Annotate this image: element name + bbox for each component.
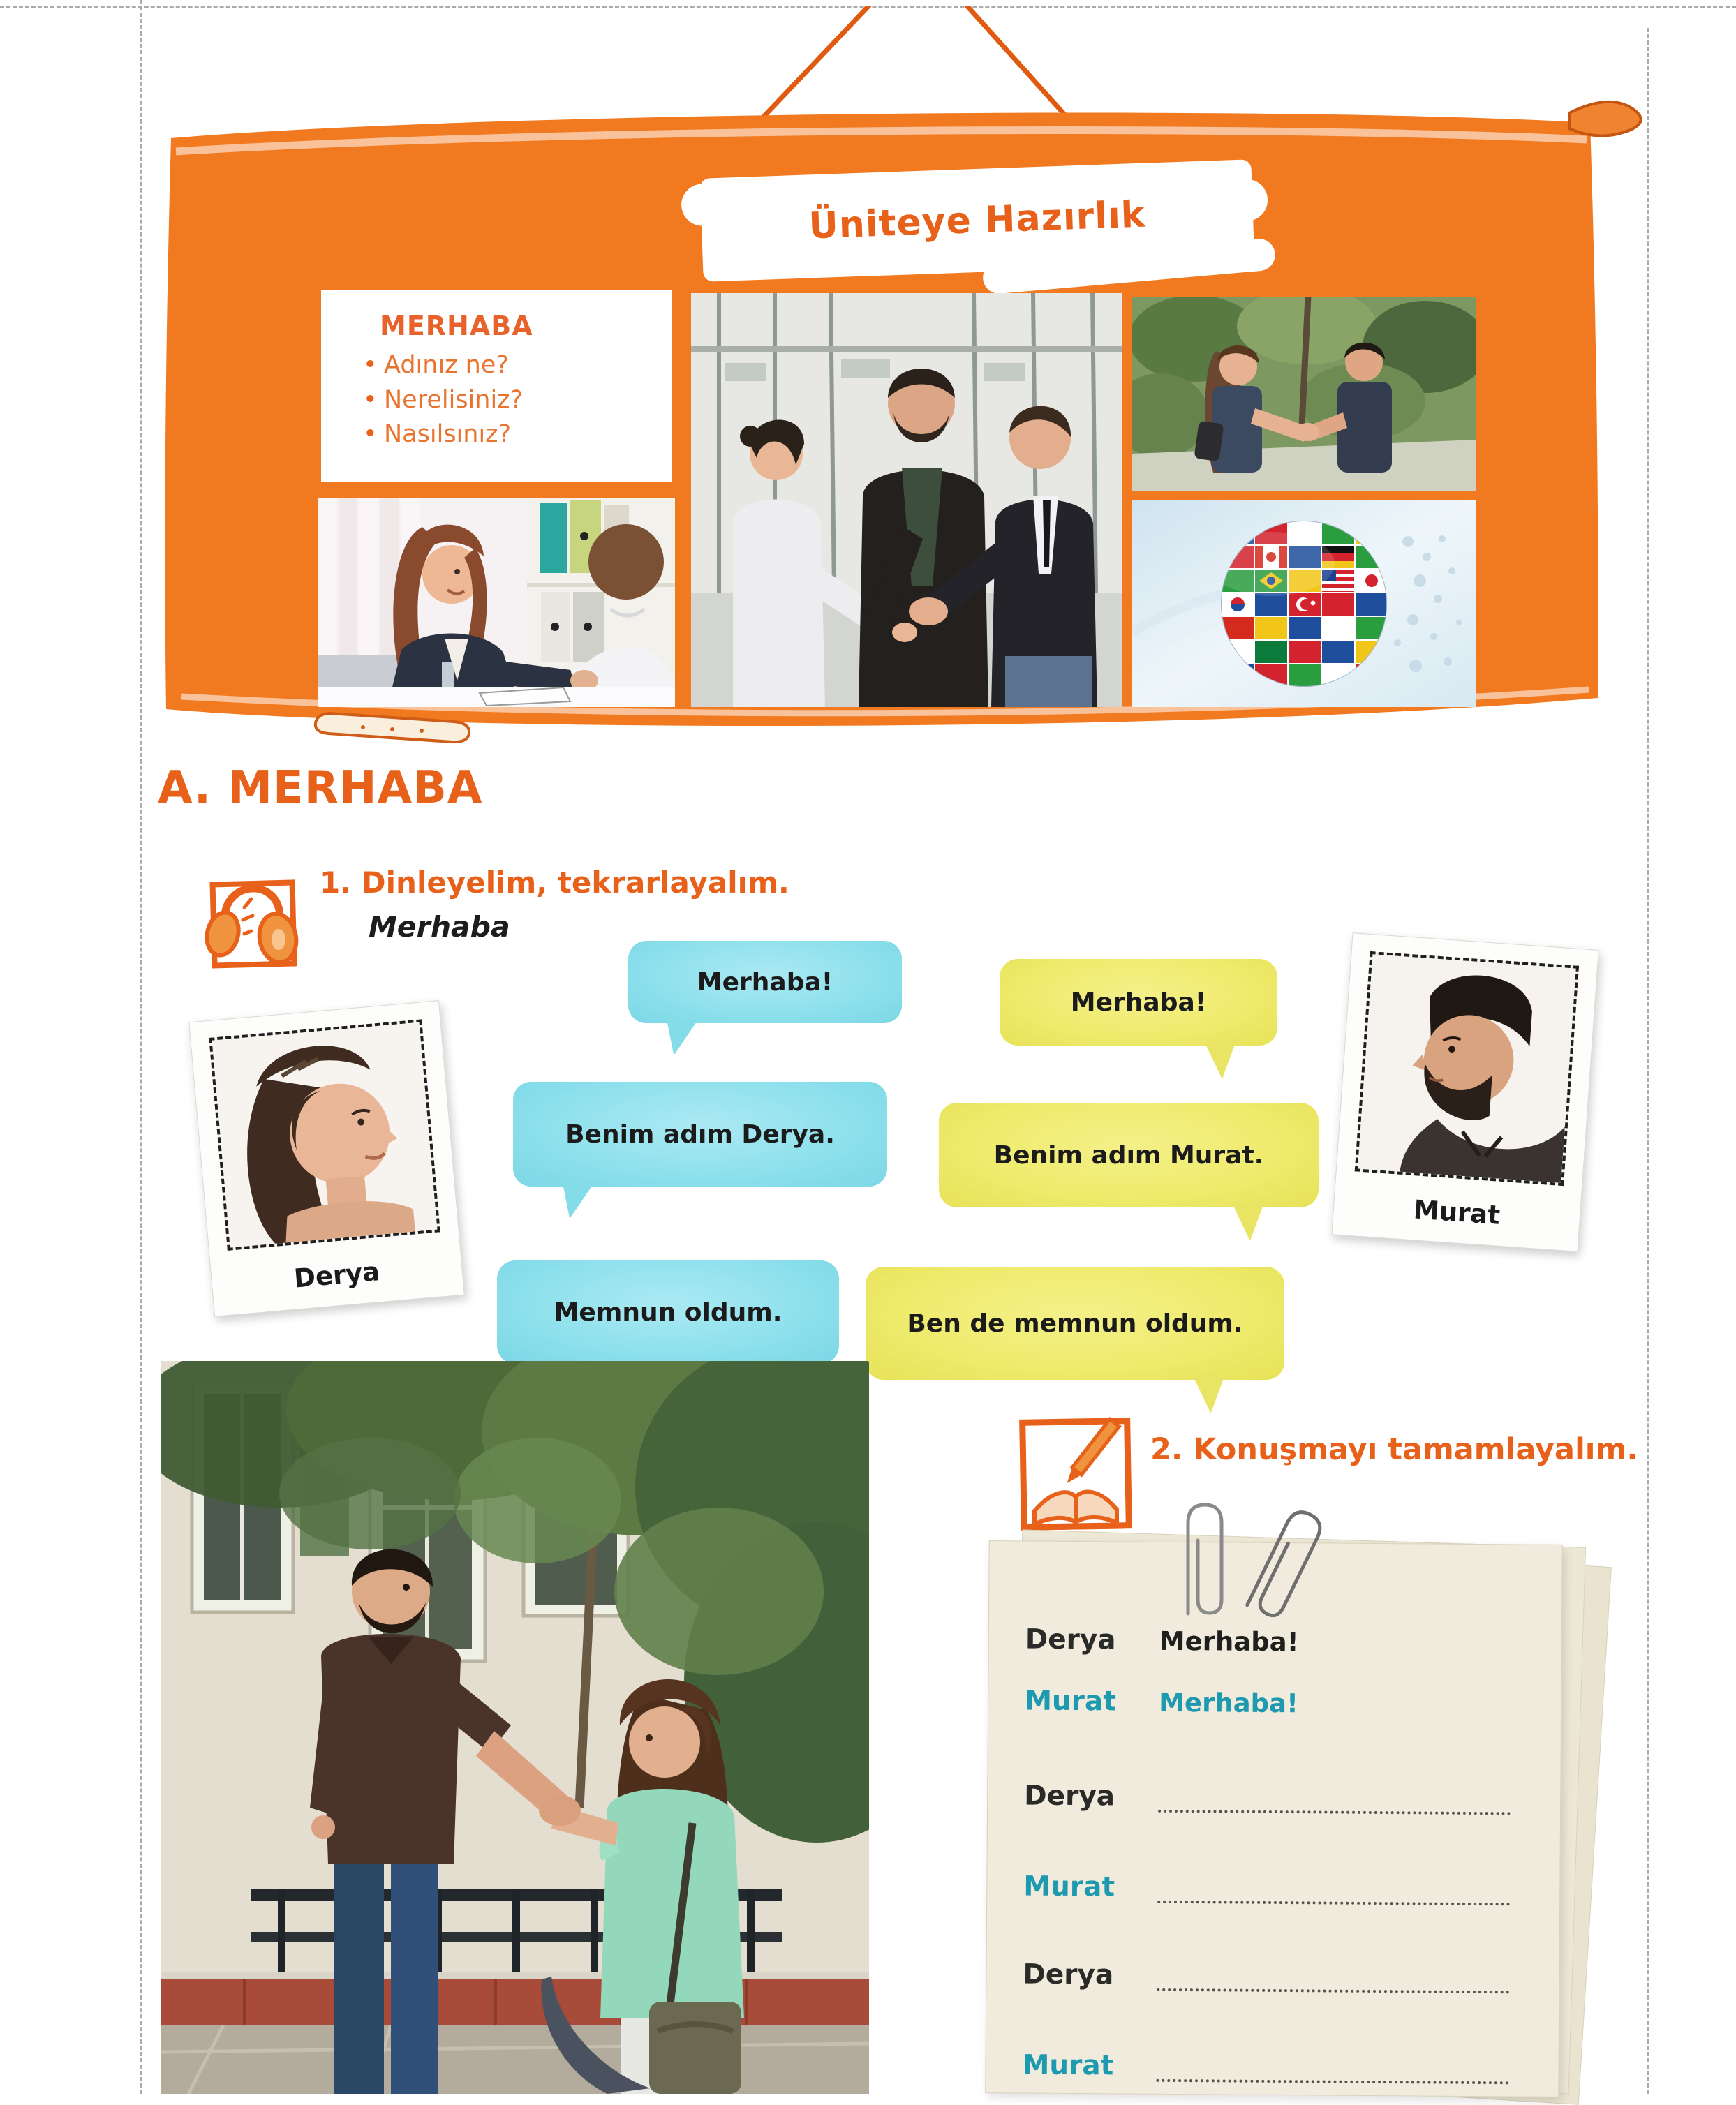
photo-street-handshake (161, 1361, 869, 2094)
info-box-item: • Nerelisiniz? (360, 383, 672, 418)
derya-portrait (209, 1019, 440, 1251)
bubble-derya-2 (513, 1082, 887, 1187)
speaker-label: Murat (1022, 2049, 1114, 2082)
photo-office-handshake (318, 498, 675, 707)
writing-book-pencil-icon (1014, 1399, 1138, 1533)
answer-blank-line[interactable] (1156, 2051, 1508, 2085)
dialogue-row (1025, 1686, 1298, 1719)
bubble-text: Benim adım Murat. (993, 1140, 1264, 1170)
bubble-murat-2 (939, 1103, 1319, 1207)
unit-banner-title: Üniteye Hazırlık (808, 193, 1147, 248)
section-a-heading: A. MERHABA (158, 762, 483, 814)
exercise1-heading: 1. Dinleyelim, tekrarlayalım. (320, 865, 789, 900)
speaker-label: Derya (1023, 1958, 1114, 1991)
polaroid-murat (1331, 932, 1598, 1252)
bubble-text: Merhaba! (697, 967, 833, 997)
bubble-text: Ben de memnun oldum. (907, 1309, 1243, 1338)
info-box-list (360, 348, 672, 452)
dialogue-answer: Merhaba! (1159, 1626, 1299, 1658)
dialogue-row (1022, 2049, 1508, 2084)
bubble-text: Benim adım Derya. (565, 1120, 835, 1149)
murat-portrait (1355, 951, 1579, 1186)
answer-blank-line[interactable] (1157, 1961, 1509, 1994)
answer-blank-line[interactable] (1158, 1782, 1511, 1815)
unit-banner-title-stroke (700, 159, 1255, 281)
answer-blank-line[interactable] (1157, 1873, 1510, 1906)
photo-couple-outdoors-handshake (1132, 297, 1476, 491)
dialogue-row (1023, 1958, 1509, 1993)
bubble-derya-3 (497, 1260, 839, 1364)
dialogue-row (1024, 1780, 1511, 1815)
polaroid-caption-murat: Murat (1412, 1194, 1501, 1230)
exercise1-subtitle: Merhaba (369, 910, 510, 944)
dialogue-row (1023, 1870, 1510, 1905)
bubble-murat-1 (1000, 959, 1277, 1046)
polaroid-caption-derya: Derya (292, 1256, 381, 1294)
bubble-text: Memnun oldum. (554, 1297, 782, 1327)
info-box-item: • Adınız ne? (360, 348, 672, 383)
photo-three-people-handshake (691, 293, 1122, 707)
dialogue-answer: Merhaba! (1159, 1687, 1299, 1719)
polaroid-derya (188, 1000, 465, 1317)
notepad (986, 1528, 1621, 2094)
headphones-icon (204, 853, 302, 972)
speaker-label: Derya (1024, 1780, 1115, 1813)
bubble-text: Merhaba! (1070, 988, 1207, 1017)
speaker-label: Derya (1025, 1623, 1116, 1656)
info-box-heading: MERHABA (380, 311, 533, 341)
bubble-murat-3 (866, 1267, 1284, 1380)
info-box-item: • Nasılsınız? (360, 417, 672, 452)
bubble-derya-1 (628, 941, 902, 1023)
paperclip-icons (1160, 1488, 1356, 1635)
speaker-label: Murat (1023, 1870, 1115, 1903)
photo-flag-globe (1132, 500, 1476, 707)
exercise2-heading: 2. Konuşmayı tamamlayalım. (1150, 1432, 1638, 1467)
speaker-label: Murat (1025, 1685, 1117, 1718)
merhaba-info-box (321, 290, 672, 482)
